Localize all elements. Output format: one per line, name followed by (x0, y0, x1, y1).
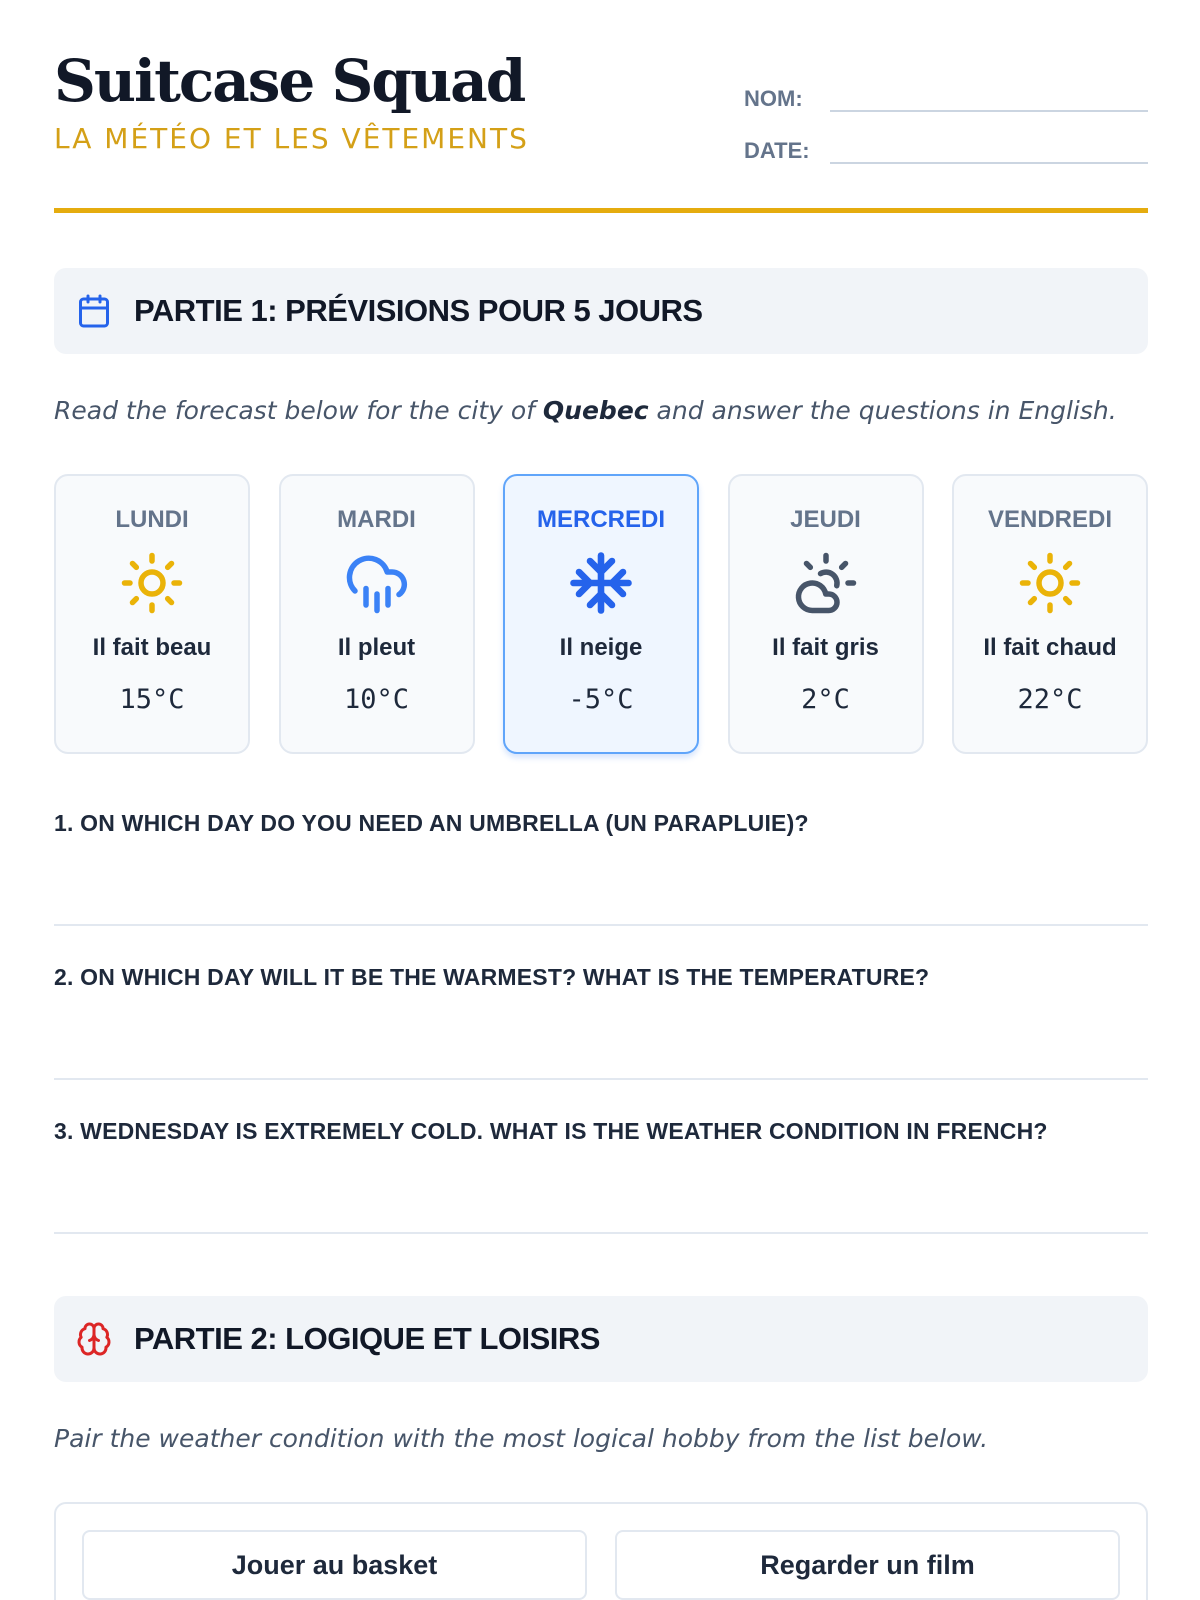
calendar-icon (76, 293, 112, 329)
brain-icon (76, 1321, 112, 1357)
day-condition: Il fait gris (772, 634, 879, 661)
question-text: 2. ON WHICH DAY WILL IT BE THE WARMEST? WHAT IS THE TEMPERATURE? (54, 964, 930, 990)
brand-title: Suitcase Squad (54, 47, 525, 115)
cloud-sun-icon (793, 550, 859, 616)
name-field-row (744, 60, 1148, 112)
day-name: VENDREDI (987, 506, 1113, 533)
hobby-option-basketball[interactable]: Jouer au basket (82, 1530, 587, 1600)
day-card-mardi (279, 474, 475, 754)
forecast-row (54, 474, 1148, 754)
day-name: JEUDI (790, 506, 861, 533)
rain-cloud-icon (344, 550, 410, 616)
hobby-grid (82, 1530, 1120, 1600)
day-condition: Il neige (559, 634, 643, 661)
day-card-mercredi (503, 474, 699, 754)
part1-title: PARTIE 1: PRÉVISIONS POUR 5 JOURS (134, 293, 703, 328)
day-card-vendredi (952, 474, 1148, 754)
date-label: DATE: (744, 138, 810, 163)
day-card-lundi (54, 474, 250, 754)
name-field[interactable] (830, 82, 1148, 112)
day-condition: Il pleut (337, 634, 416, 661)
student-fields (744, 60, 1148, 164)
sun-icon (119, 550, 185, 616)
name-label: NOM: (744, 86, 803, 111)
day-temperature: 2°C (801, 684, 850, 715)
day-temperature: -5°C (568, 684, 634, 715)
date-field-row (744, 112, 1148, 164)
question-2[interactable] (54, 960, 1148, 1080)
snowflake-icon (568, 550, 634, 616)
hobby-option-film[interactable]: Regarder un film (615, 1530, 1120, 1600)
day-condition: Il fait beau (92, 634, 212, 661)
question-text: 1. ON WHICH DAY DO YOU NEED AN UMBRELLA (UN PARAPLUIE)? (54, 810, 809, 836)
worksheet-subtitle: LA MÉTÉO ET LES VÊTEMENTS (54, 122, 529, 155)
date-field[interactable] (830, 134, 1148, 164)
day-temperature: 22°C (1017, 684, 1083, 715)
day-condition: Il fait chaud (983, 634, 1117, 661)
question-1[interactable] (54, 806, 1148, 926)
day-name: LUNDI (115, 506, 189, 533)
part2-header (54, 1296, 1148, 1382)
day-temperature: 10°C (343, 684, 410, 715)
instruction-text-start: Read the forecast below for the city of (54, 396, 543, 425)
instruction-text-end: and answer the questions in English. (648, 396, 1117, 425)
day-name: MERCREDI (536, 506, 665, 533)
question-3[interactable] (54, 1114, 1148, 1234)
day-name: MARDI (337, 506, 416, 533)
worksheet-header (54, 47, 1148, 216)
part1-header (54, 268, 1148, 354)
instruction-city: Quebec (542, 396, 649, 425)
question-text: 3. WEDNESDAY IS EXTREMELY COLD. WHAT IS THE WEATHER CONDITION IN FRENCH? (54, 1118, 1048, 1144)
sun-icon (1017, 550, 1083, 616)
part2-instruction: Pair the weather condition with the most logical hobby from the list below. (54, 1424, 989, 1453)
hobby-panel (54, 1502, 1148, 1600)
day-card-jeudi (728, 474, 924, 754)
part2-title: PARTIE 2: LOGIQUE ET LOISIRS (134, 1321, 600, 1356)
day-temperature: 15°C (119, 684, 185, 715)
part1-instruction (54, 396, 1148, 425)
header-divider (54, 208, 1148, 213)
